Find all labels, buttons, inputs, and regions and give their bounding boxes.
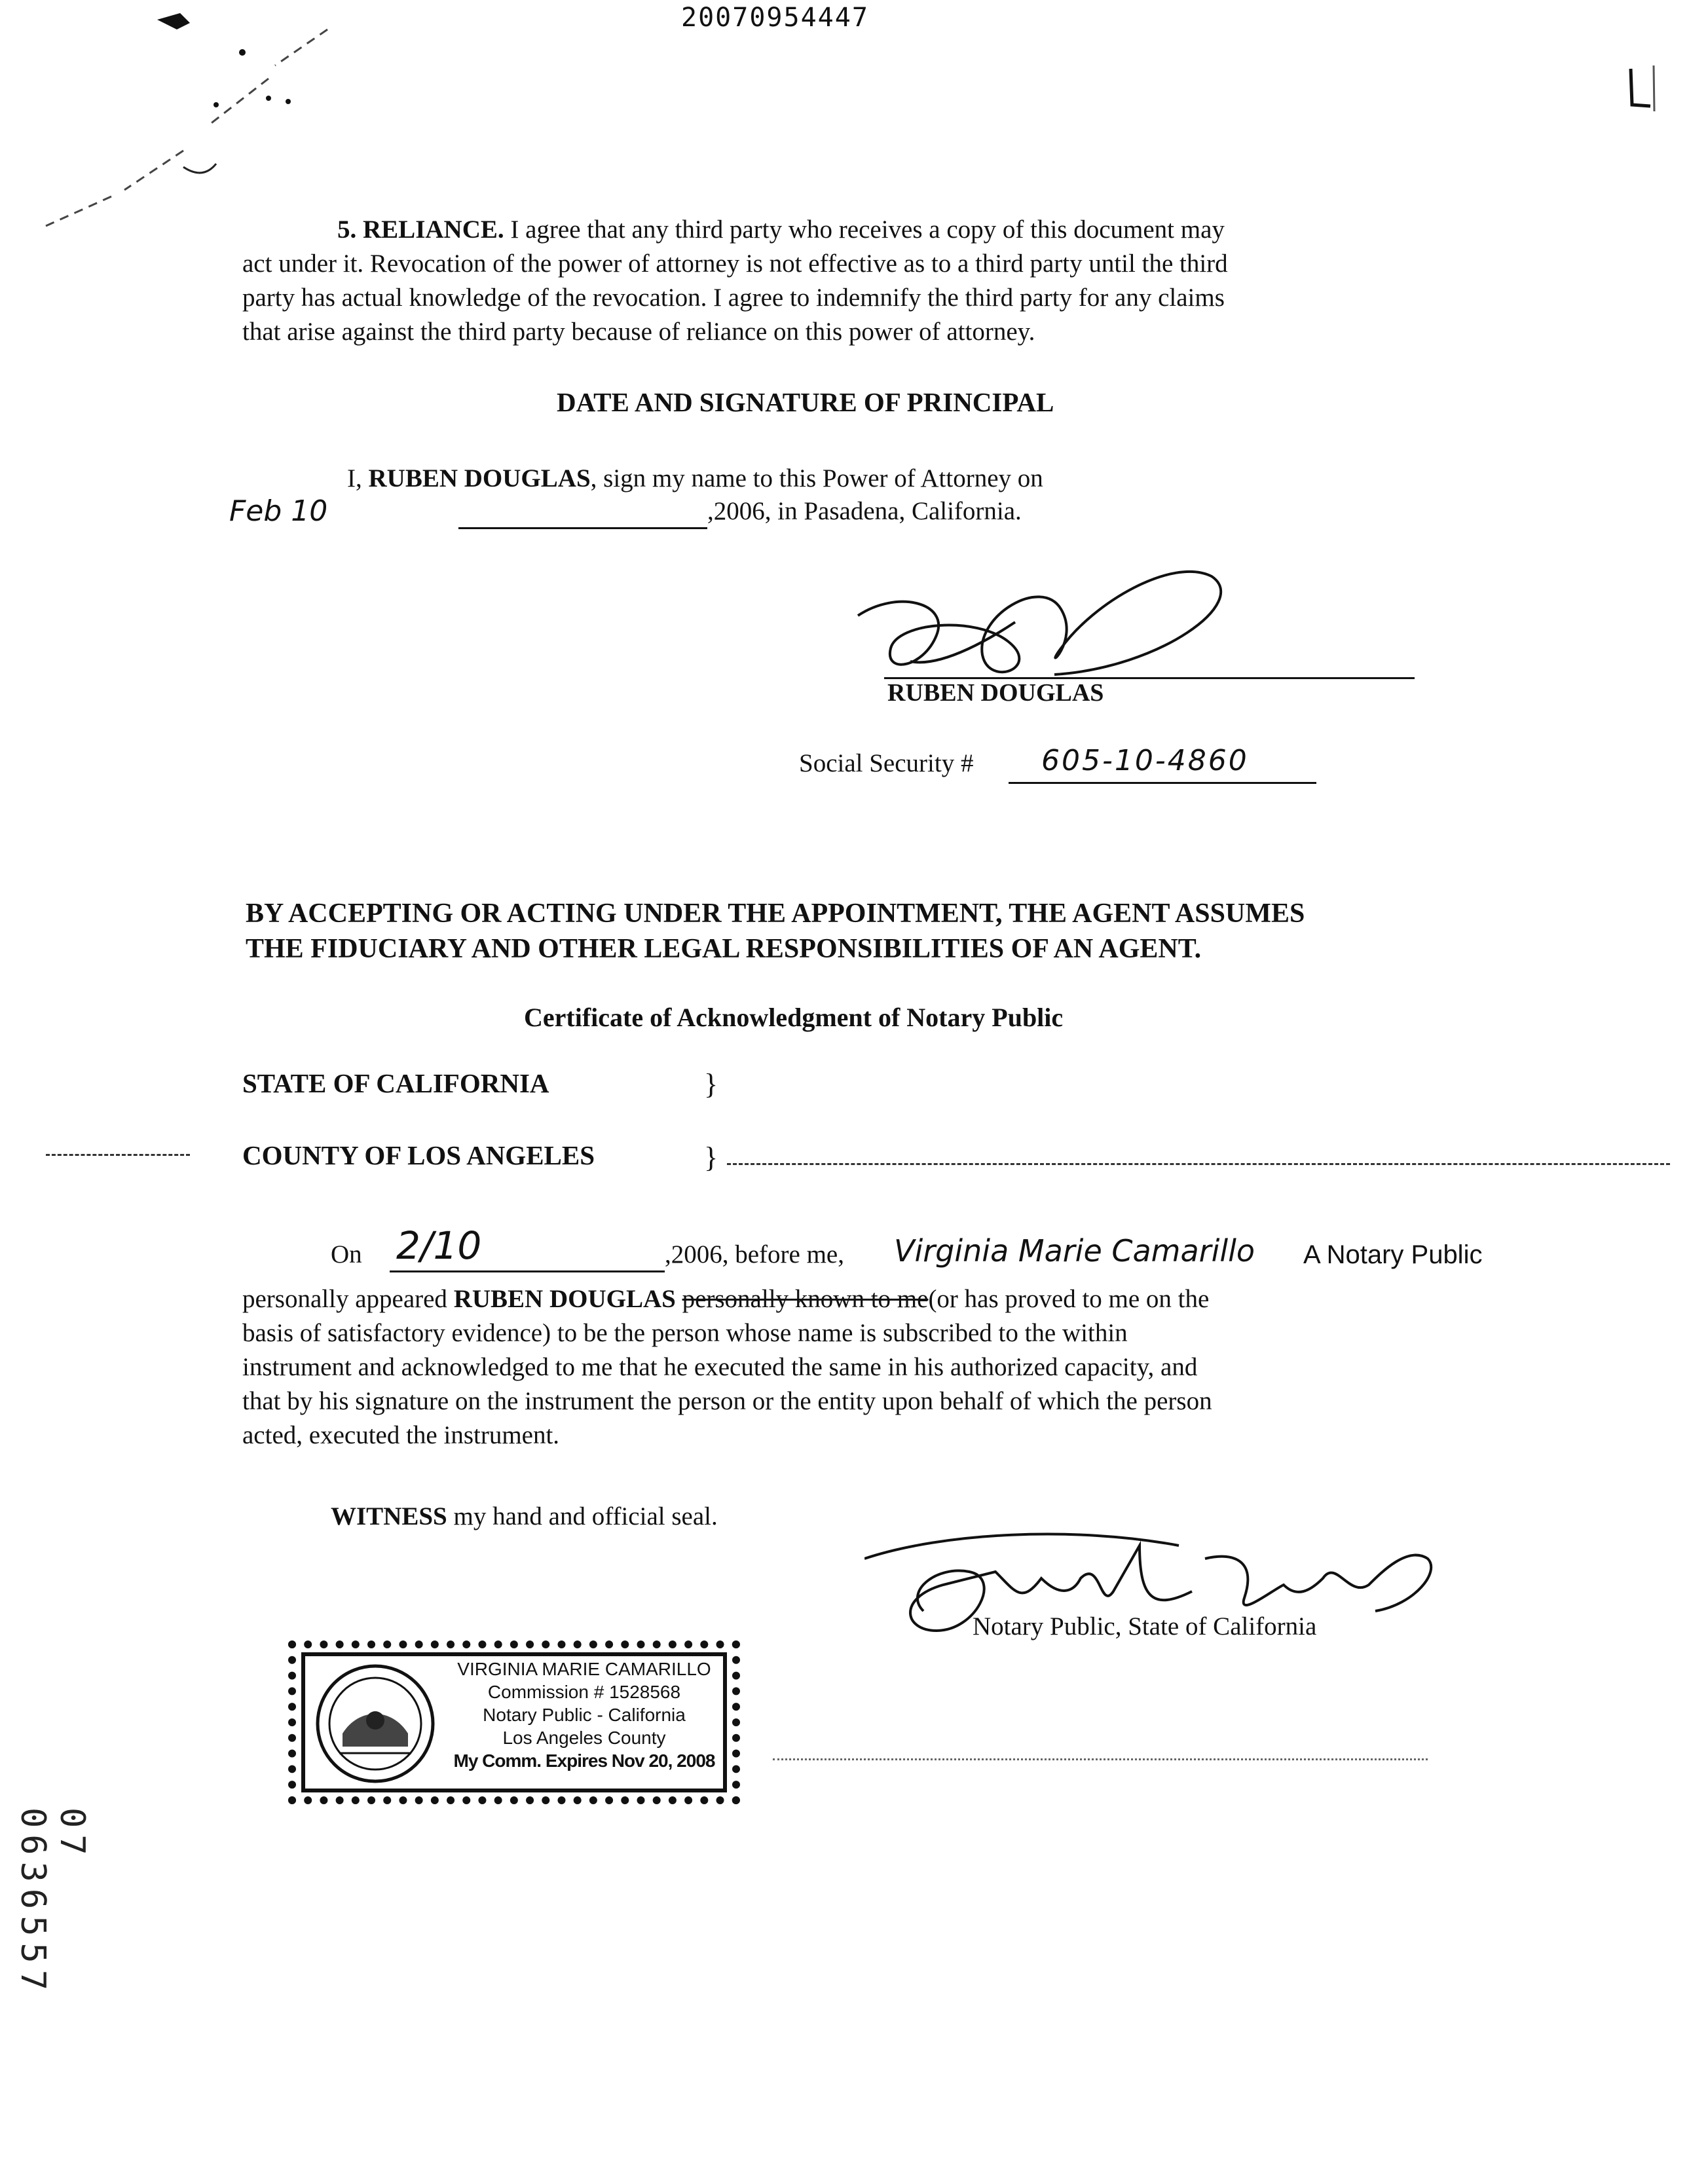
ack-line-3: instrument and acknowledged to me that he executed the same in his authorized capacity, and	[242, 1353, 1198, 1381]
principal-suffix: , sign my name to this Power of Attorney on	[590, 464, 1043, 492]
seal-title: Notary Public - California	[483, 1705, 686, 1725]
principal-heading: DATE AND SIGNATURE OF PRINCIPAL	[557, 387, 1054, 417]
witness-rest: my hand and official seal.	[447, 1502, 718, 1530]
reliance-line-4: that arise against the third party because of reliance on this power of attorney.	[242, 318, 1035, 346]
margin-mark	[1624, 59, 1663, 118]
reliance-line-2: act under it. Revocation of the power of attorney is not effective as to a third party until the third	[242, 250, 1228, 278]
notary-name-handwritten: Virginia Marie Camarillo	[894, 1233, 1255, 1269]
county-brace: }	[704, 1141, 718, 1174]
seal-expiration: My Comm. Expires Nov 20, 2008	[453, 1751, 715, 1771]
agent-notice-line-2: THE FIDUCIARY AND OTHER LEGAL RESPONSIBILITIES OF AN AGENT.	[246, 934, 1202, 964]
seal-commission: Commission # 1528568	[487, 1682, 681, 1702]
date-underline	[458, 527, 707, 529]
scan-marks	[20, 0, 360, 236]
agent-notice	[246, 896, 1305, 967]
state-brace: }	[704, 1068, 718, 1100]
witness-line	[331, 1500, 718, 1534]
ssn-label: Social Security #	[799, 749, 974, 777]
notary-title: A Notary Public	[1303, 1240, 1483, 1269]
principal-date-line	[223, 494, 1205, 534]
reliance-line-3: party has actual knowledge of the revocation. I agree to indemnify the third party for any claims	[242, 284, 1225, 312]
side-recording-number: 07 0636557	[13, 1808, 92, 1997]
ack-line-4: that by his signature on the instrument the person or the entity upon behalf of which the person	[242, 1387, 1212, 1415]
principal-signature-name: RUBEN DOUGLAS	[887, 679, 1104, 707]
county-label: COUNTY OF LOS ANGELES	[242, 1140, 595, 1170]
ack-before-me: ,2006, before me,	[665, 1240, 844, 1269]
principal-statement	[347, 462, 1043, 496]
state-seal-emblem	[313, 1661, 437, 1786]
ack-appearer-name: RUBEN DOUGLAS	[453, 1285, 676, 1313]
ack-paragraph	[242, 1282, 1487, 1453]
reliance-text: I agree that any third party who receives a copy of this document may	[510, 215, 1225, 244]
scan-dash-right	[727, 1163, 1670, 1165]
ssn-underline	[1009, 782, 1316, 784]
seal-county: Los Angeles County	[502, 1728, 666, 1748]
document-number: 20070954447	[681, 3, 869, 33]
ack-on-label: On	[331, 1240, 362, 1269]
principal-name: RUBEN DOUGLAS	[368, 464, 591, 492]
ssn-value: 605-10-4860	[1041, 744, 1249, 777]
reliance-heading: 5. RELIANCE.	[337, 215, 504, 244]
ack-line-1	[242, 1282, 1487, 1316]
ack-line-1-prefix: personally appeared	[242, 1285, 447, 1313]
seal-text	[443, 1658, 725, 1772]
principal-date-handwritten: Feb 10	[229, 494, 328, 528]
reliance-paragraph	[242, 213, 1487, 349]
ack-date-underline	[390, 1270, 665, 1272]
scan-dash-left	[46, 1154, 190, 1156]
ack-line-1-suffix: (or has proved to me on the	[928, 1285, 1210, 1313]
certificate-title: Certificate of Acknowledgment of Notary Public	[524, 1003, 1064, 1032]
ssn-row	[799, 744, 1323, 786]
ack-line-2: basis of satisfactory evidence) to be the person whose name is subscribed to the within	[242, 1319, 1128, 1347]
ack-date-line	[331, 1223, 1706, 1277]
agent-notice-line-1: BY ACCEPTING OR ACTING UNDER THE APPOINTMENT, THE AGENT ASSUMES	[246, 899, 1305, 929]
principal-prefix: I,	[347, 464, 362, 492]
ack-date-handwritten: 2/10	[396, 1223, 482, 1268]
notary-seal-stamp	[288, 1641, 740, 1804]
ack-line-5: acted, executed the instrument.	[242, 1421, 560, 1449]
ack-struck-text: personally known to me	[682, 1285, 929, 1313]
witness-bold: WITNESS	[331, 1502, 447, 1530]
seal-notary-name: VIRGINIA MARIE CAMARILLO	[457, 1659, 711, 1679]
principal-signature	[845, 537, 1251, 694]
state-label: STATE OF CALIFORNIA	[242, 1068, 549, 1098]
notary-signature-label: Notary Public, State of California	[973, 1612, 1317, 1641]
scan-dash-lower	[773, 1758, 1428, 1760]
principal-date-suffix: ,2006, in Pasadena, California.	[707, 497, 1022, 525]
